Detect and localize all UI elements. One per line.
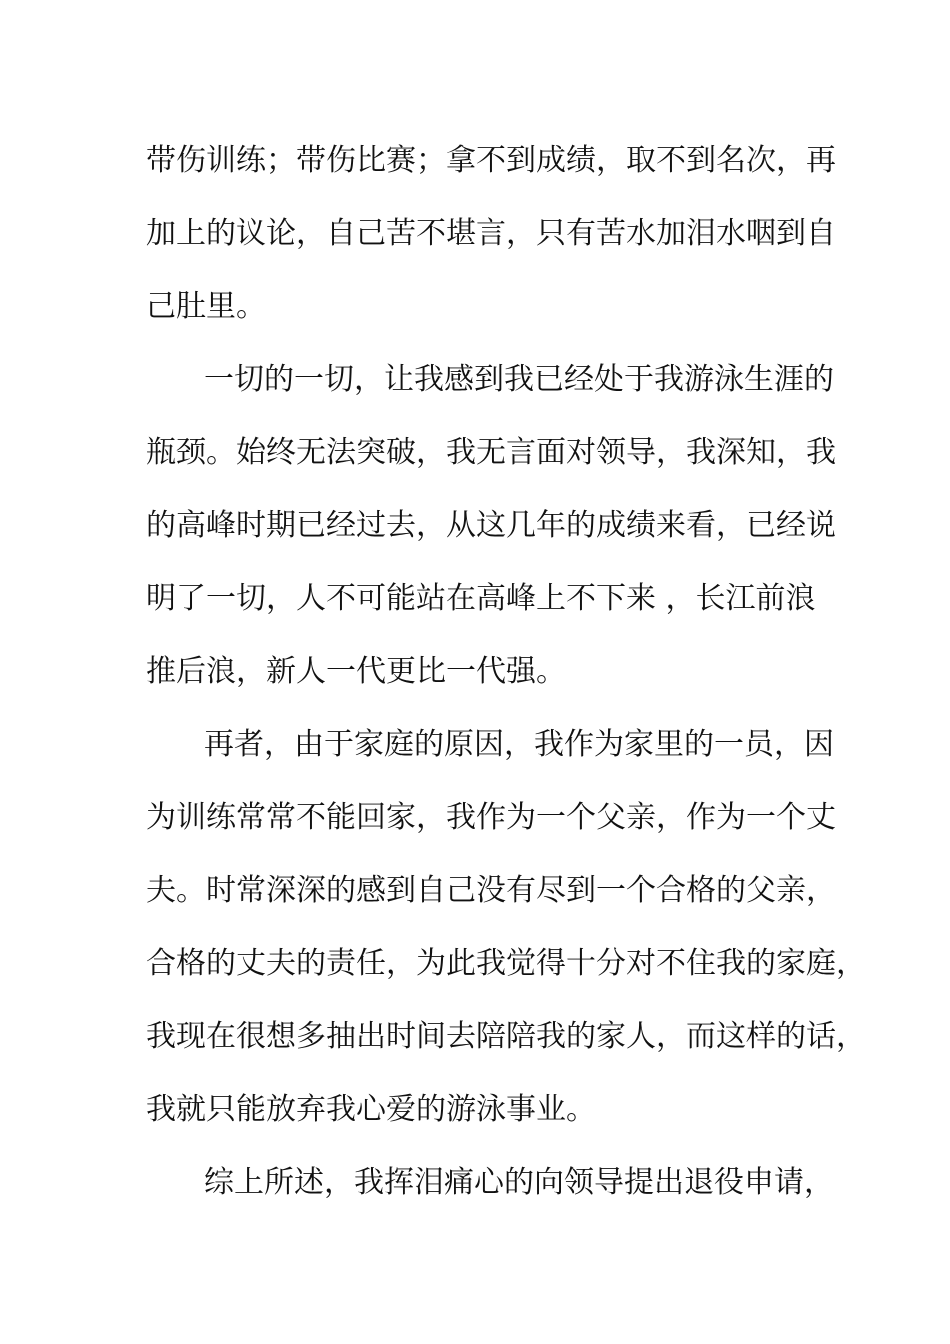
text-line: 合格的丈夫的责任，为此我觉得十分对不住我的家庭， [146, 946, 866, 981]
text-line: 瓶颈。始终无法突破，我无言面对领导，我深知，我 [146, 435, 836, 470]
paragraph-start-line: 一切的一切，让我感到我已经处于我游泳生涯的 [204, 362, 834, 397]
text-line: 我现在很想多抽出时间去陪陪我的家人，而这样的话， [146, 1019, 866, 1054]
paragraph-start-line: 综上所述，我挥泪痛心的向领导提出退役申请， [204, 1165, 834, 1200]
text-line: 我就只能放弃我心爱的游泳事业。 [146, 1092, 596, 1127]
text-line: 的高峰时期已经过去，从这几年的成绩来看，已经说 [146, 508, 836, 543]
paragraph-start-line: 再者，由于家庭的原因，我作为家里的一员，因 [204, 727, 834, 762]
text-line: 明了一切，人不可能站在高峰上不下来 ，长江前浪 [146, 581, 816, 616]
text-line: 加上的议论，自己苦不堪言，只有苦水加泪水咽到自 [146, 216, 836, 251]
text-line: 推后浪，新人一代更比一代强。 [146, 654, 566, 689]
text-line: 己肚里。 [146, 289, 266, 324]
text-line: 为训练常常不能回家，我作为一个父亲，作为一个丈 [146, 800, 836, 835]
text-line: 带伤训练；带伤比赛；拿不到成绩，取不到名次，再 [146, 143, 836, 178]
body-text [146, 124, 866, 1219]
text-line: 夫。时常深深的感到自己没有尽到一个合格的父亲， [146, 873, 836, 908]
